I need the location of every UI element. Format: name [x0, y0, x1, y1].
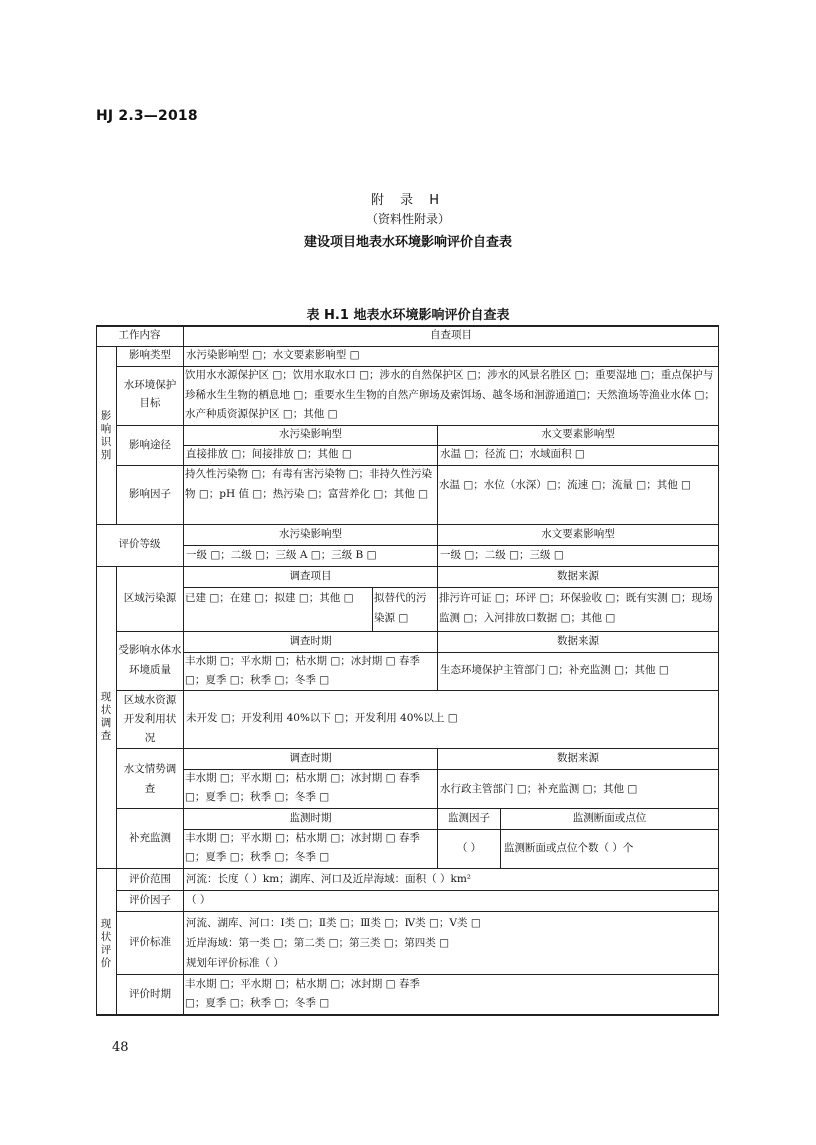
impact-factor-left-value: 持久性污染物 □；有毒有害污染物 □；非持久性污染物 □；pH 值 □；热污染 □；富营养化 □；其他 □	[185, 468, 433, 500]
assess-range-value: 河流：长度（ ）km；湖库、河口及近岸海域：面积（ ）km²	[186, 873, 472, 885]
table-rule	[96, 1014, 719, 1016]
table-rule	[96, 325, 97, 1016]
table-rule	[718, 325, 719, 1016]
table-rule	[116, 690, 719, 691]
header-work: 工作内容	[118, 329, 161, 341]
group-identify: 影响识别	[100, 410, 112, 461]
table-rule	[372, 587, 373, 631]
supplementary-monitoring-label: 补充监测	[129, 832, 171, 844]
regional-source-head: 数据来源	[557, 570, 599, 582]
protection-target-label: 水环境保护目标	[123, 379, 177, 409]
regional-item-head: 调查项目	[289, 570, 332, 582]
impact-type-label: 影响类型	[129, 349, 171, 361]
impact-route-right-head: 水文要素影响型	[541, 428, 615, 440]
affected-period-value: 丰水期 □；平水期 □；枯水期 □；冰封期 □ 春季 □；夏季 □；秋季 □；冬季 □	[185, 655, 420, 686]
group-survey: 现状调查	[100, 691, 112, 742]
supp-period-head: 监测时期	[289, 812, 332, 824]
impact-route-label: 影响途径	[129, 439, 171, 451]
affected-source-value: 生态环境保护主管部门 □；补充监测 □；其他 □	[440, 664, 669, 676]
table-caption: 表 H.1 地表水环境影响评价自查表	[306, 308, 510, 323]
regional-source-label: 区域污染源	[123, 592, 177, 604]
assess-range-label: 评价范围	[129, 873, 171, 885]
supp-factor-head: 监测因子	[448, 812, 490, 824]
assess-standard-line-1: 河流、湖库、河口：Ⅰ类 □；Ⅱ类 □；Ⅲ类 □；Ⅳ类 □；Ⅴ类 □	[186, 917, 481, 929]
assess-factor-value: （ ）	[186, 894, 211, 906]
assess-standard-label: 评价标准	[129, 936, 171, 948]
supp-factor-value: （ ）	[456, 842, 482, 854]
impact-route-left-value: 直接排放 □；间接排放 □；其他 □	[186, 448, 352, 460]
impact-factor-label: 影响因子	[129, 488, 171, 500]
assess-period-value: 丰水期 □；平水期 □；枯水期 □；冰封期 □ 春季 □；夏季 □；秋季 □；冬季 □	[185, 978, 420, 1009]
appendix-title: 建设项目地表水环境影响评价自查表	[303, 235, 512, 250]
grade-left-value: 一级 □；二级 □；三级 A □；三级 B □	[186, 549, 377, 561]
impact-route-left-head: 水污染影响型	[279, 428, 342, 440]
self-check-table	[96, 325, 719, 1016]
assess-standard-line-2: 近岸海域：第一类 □；第二类 □；第三类 □；第四类 □	[186, 937, 450, 949]
hydrology-period-head: 调查时期	[289, 752, 332, 764]
protection-target-value: 饮用水水源保护区 □；饮用水取水口 □；涉水的自然保护区 □；涉水的风景名胜区 □；重要湿地 □；重点保护与珍稀水生生物的栖息地 □；重要水生生物的自然产卵场及索饵场、越冬场和洄游通道□；天然渔场等渔业水体 □；水产种质资源保护区 □；其他 □	[185, 369, 715, 420]
supp-section-head: 监测断面或点位	[572, 812, 647, 824]
table-rule	[116, 566, 117, 868]
grade-label: 评价等级	[118, 538, 161, 550]
regional-item-value: 已建 □；在建 □；拟建 □；其他 □	[185, 592, 354, 604]
appendix-label: 附 录 H	[370, 193, 446, 208]
regional-replace-value: 拟替代的污染源 □	[374, 592, 427, 624]
grade-right-value: 一级 □；二级 □；三级 □	[440, 549, 564, 561]
affected-water-label: 受影响水体水环境质量	[118, 644, 182, 676]
supp-section-value: 监测断面或点位个数（ ）个	[504, 842, 634, 854]
impact-type-value: 水污染影响型 □；水文要素影响型 □	[186, 349, 360, 361]
assess-factor-label: 评价因子	[129, 894, 171, 906]
table-rule	[96, 868, 719, 869]
affected-source-head: 数据来源	[557, 635, 599, 647]
water-resource-value: 未开发 □；开发利用 40%以下 □；开发利用 40%以上 □	[186, 712, 458, 724]
impact-factor-right-value: 水温 □；水位（水深）□；流速 □；流量 □；其他 □	[439, 479, 691, 491]
assess-period-label: 评价时期	[129, 988, 171, 1000]
grade-left-head: 水污染影响型	[279, 528, 342, 540]
appendix-nature: （资料性附录）	[365, 212, 450, 226]
standard-number: HJ 2.3—2018	[96, 108, 198, 124]
assess-standard-line-3: 规划年评价标准（ ）	[186, 957, 284, 969]
hydrology-source-head: 数据来源	[557, 752, 599, 764]
table-rule	[437, 425, 438, 566]
hydrology-source-value: 水行政主管部门 □；补充监测 □；其他 □	[440, 783, 638, 795]
impact-route-right-value: 水温 □；径流 □；水域面积 □	[440, 448, 585, 460]
table-rule	[116, 911, 719, 912]
hydrology-period-value: 丰水期 □；平水期 □；枯水期 □；冰封期 □ 春季 □；夏季 □；秋季 □；冬季 □	[185, 772, 420, 803]
affected-period-head: 调查时期	[289, 635, 332, 647]
page-number: 48	[112, 1040, 129, 1055]
hydrology-label: 水文情势调查	[123, 763, 177, 795]
group-assessment: 现状评价	[100, 918, 112, 969]
supp-period-value: 丰水期 □；平水期 □；枯水期 □；冰封期 □ 春季 □；夏季 □；秋季 □；冬季 □	[185, 832, 420, 863]
grade-right-head: 水文要素影响型	[541, 528, 615, 540]
water-resource-label: 区域水资源开发利用状况	[123, 694, 177, 744]
header-items: 自查项目	[430, 329, 472, 341]
regional-source-value: 排污许可证 □；环评 □；环保验收 □；既有实测 □；现场监测 □；入河排放口数据 □；其他 □	[439, 592, 713, 624]
